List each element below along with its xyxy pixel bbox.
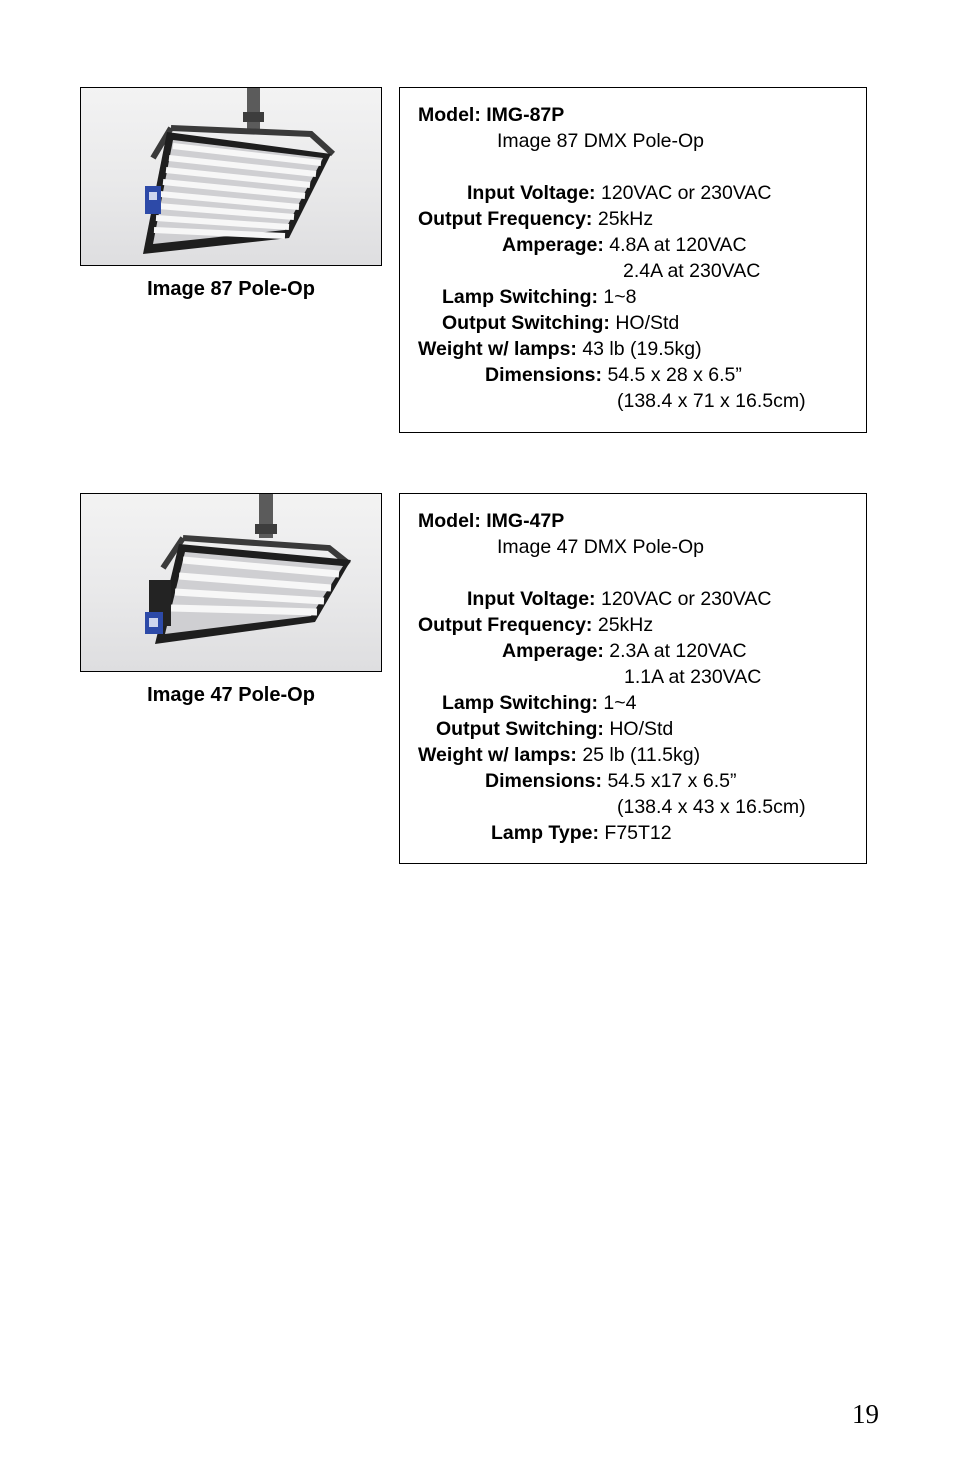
spec-label: Output Switching: (442, 312, 610, 334)
spec-weight (418, 742, 700, 768)
spec-amperage-value-2: 1.1A at 230VAC (624, 666, 762, 688)
spec-value: 25kHz (597, 208, 654, 230)
spec-dimensions-value-2: (138.4 x 43 x 16.5cm) (617, 796, 806, 818)
image-caption: Image 47 Pole-Op (147, 684, 315, 706)
fixture-illustration (81, 88, 382, 266)
model-label: Model: IMG-87P (418, 104, 565, 126)
spec-dimensions-value-2: (138.4 x 71 x 16.5cm) (617, 390, 806, 412)
spec-label: Input Voltage: (467, 588, 596, 610)
spec-output-switching (436, 716, 673, 742)
page-number: 19 (852, 1399, 879, 1429)
spec-label: Lamp Switching: (442, 692, 598, 714)
spec-label: Amperage: (502, 640, 604, 662)
spec-label: Lamp Type: (491, 822, 599, 844)
spec-amperage (502, 232, 747, 258)
spec-label: Weight w/ lamps: (418, 338, 577, 360)
spec-label: Weight w/ lamps: (418, 744, 577, 766)
spec-box-img-47p (399, 493, 867, 864)
spec-value: 54.5 x17 x 6.5” (607, 770, 737, 792)
spec-lamp-switching (442, 690, 637, 716)
spec-output-frequency (418, 206, 653, 232)
spec-label: Amperage: (502, 234, 604, 256)
spec-label: Input Voltage: (467, 182, 596, 204)
spec-dimensions (485, 362, 742, 388)
spec-label: Dimensions: (485, 770, 603, 792)
spec-value: 120VAC or 230VAC (600, 182, 772, 204)
spec-label: Output Switching: (436, 718, 604, 740)
spec-value: 2.3A at 120VAC (609, 640, 747, 662)
spec-output-switching (442, 310, 679, 336)
spec-value: HO/Std (615, 312, 680, 334)
spec-value: 120VAC or 230VAC (600, 588, 772, 610)
spec-value: 1~8 (603, 286, 637, 308)
spec-box-img-87p (399, 87, 867, 433)
spec-output-frequency (418, 612, 653, 638)
spec-lamp-type (491, 820, 672, 846)
spec-value: 54.5 x 28 x 6.5” (607, 364, 742, 386)
spec-value: F75T12 (604, 822, 672, 844)
spec-amperage (502, 638, 747, 664)
model-name: Image 87 DMX Pole-Op (497, 130, 705, 152)
spec-input-voltage (467, 180, 772, 206)
spec-label: Output Frequency: (418, 614, 593, 636)
fixture-photo-img-87p (80, 87, 382, 266)
spec-value: HO/Std (609, 718, 674, 740)
spec-dimensions (485, 768, 736, 794)
spec-weight (418, 336, 702, 362)
spec-value: 4.8A at 120VAC (609, 234, 747, 256)
spec-value: 1~4 (603, 692, 637, 714)
spec-label: Dimensions: (485, 364, 603, 386)
spec-value: 25 lb (11.5kg) (582, 744, 701, 766)
spec-value: 43 lb (19.5kg) (582, 338, 702, 360)
model-label: Model: IMG-47P (418, 510, 565, 532)
spec-value: 25kHz (597, 614, 654, 636)
spec-lamp-switching (442, 284, 637, 310)
fixture-illustration (81, 494, 382, 672)
fixture-photo-img-47p (80, 493, 382, 672)
spec-input-voltage (467, 586, 772, 612)
image-caption: Image 87 Pole-Op (147, 278, 315, 300)
spec-amperage-value-2: 2.4A at 230VAC (623, 260, 761, 282)
model-name: Image 47 DMX Pole-Op (497, 536, 705, 558)
spec-label: Output Frequency: (418, 208, 593, 230)
spec-label: Lamp Switching: (442, 286, 598, 308)
